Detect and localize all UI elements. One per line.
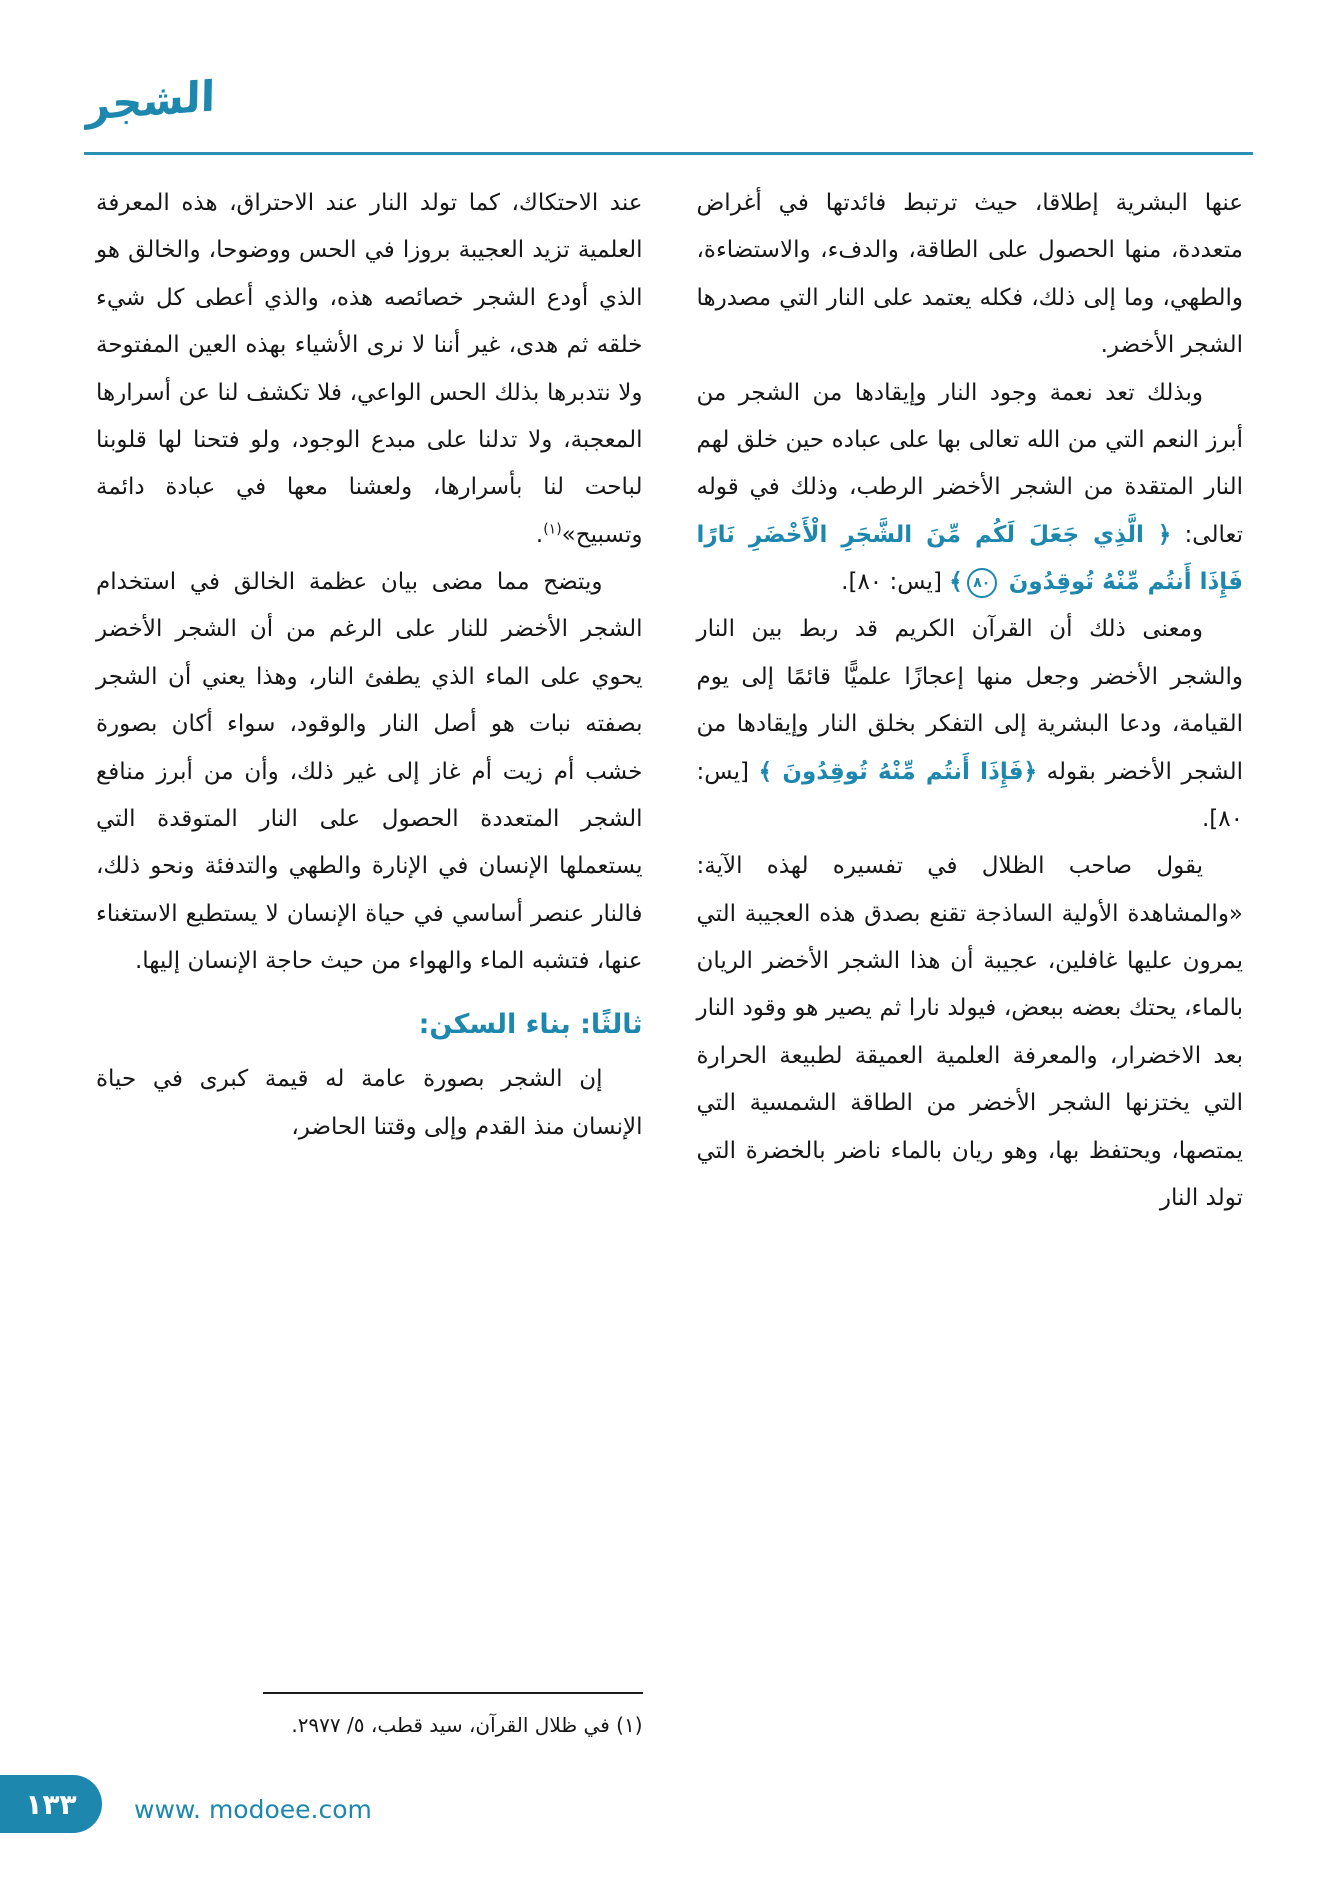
- footnote-marker: (١): [543, 520, 562, 537]
- chapter-title-calligraphy: الشجر: [85, 71, 216, 130]
- paragraph-left-3: [96, 1056, 643, 1151]
- footnote-rule: [263, 1692, 643, 1694]
- body-text: إن الشجر بصورة عامة له قيمة كبرى في حياة الإنسان منذ القدم وإلى وقتنا الحاضر،: [96, 1066, 643, 1140]
- paragraph-right-4: [697, 843, 1244, 1222]
- footnote-area: [96, 1682, 643, 1742]
- column-left: [96, 180, 643, 1742]
- body-text: عنها البشرية إطلاقا، حيث ترتبط فائدتها في أغراض متعددة، منها الحصول على الطاقة، والدفء، والاستضاءة، والطهي، وما إلى ذلك، فكله يعتمد على النار التي مصدرها الشجر الأخضر.: [696, 190, 1243, 359]
- two-column-text: [96, 180, 1243, 1742]
- body-text: وبذلك تعد نعمة وجود النار وإيقادها من الشجر من أبرز النعم التي من الله تعالى بها على عباده حين خلق لهم النار المتقدة من الشجر الأخضر الرطب، وذلك في قوله تعالى:: [696, 379, 1243, 548]
- paragraph-right-2: [697, 370, 1244, 607]
- body-text: عند الاحتكاك، كما تولد النار عند الاحتراق، هذه المعرفة العلمية تزيد العجيبة بروزا في الحس ووضوحا، والخالق هو الذي أودع الشجر خصائصه هذه، والذي أعطى كل شيء خلقه ثم هدى، غير أننا لا نرى الأشياء بهذه العين المفتوحة ولا نتدبرها بذلك الحس الواعي، فلا تكشف لنا عن أسرارها المعجبة، ولا تدلنا على مبدع الوجود، ولو فتحنا لها قلوبنا لباحت لنا بأسرارها، ولعشنا معها في عبادة دائمة وتسبيح»: [96, 190, 643, 548]
- column-right: [697, 180, 1244, 1742]
- section-heading: ثالثًا: بناء السكن:: [418, 1009, 643, 1041]
- page-number: ١٣٣: [25, 1787, 77, 1821]
- paragraph-right-3: [697, 606, 1244, 843]
- verse-reference: [يس: ٨٠].: [841, 569, 950, 595]
- paragraph-right-1: [697, 180, 1244, 370]
- website-url[interactable]: www. modoee.com: [134, 1795, 372, 1824]
- quran-bracket-close: ﴾: [949, 569, 963, 595]
- ayah-number-marker: ٨٠: [967, 568, 997, 598]
- paragraph-left-2: [96, 559, 643, 985]
- quran-verse: ﴿فَإِذَا أَنتُم مِّنْهُ تُوقِدُونَ ﴾: [758, 758, 1038, 785]
- body-text: .: [535, 521, 544, 548]
- verse-reference: [يس: ٨٠].: [696, 758, 1243, 832]
- body-text: ومعنى ذلك أن القرآن الكريم قد ربط بين النار والشجر الأخضر وجعل منها إعجازًا علميًّا قائمًا إلى يوم القيامة، ودعا البشرية إلى التفكر بخلق النار وإيقادها من الشجر الأخضر بقوله: [696, 616, 1243, 785]
- body-text: يقول صاحب الظلال في تفسيره لهذه الآية: «والمشاهدة الأولية الساذجة تقنع بصدق هذه العجيبة التي يمرون عليها غافلين، عجيبة أن هذا الشجر الأخضر الريان بالماء، يحتك بعضه ببعض، فيولد نارا ثم يصير هو وقود النار بعد الاخضرار، والمعرفة العلمية العميقة لطبيعة الحرارة التي يختزنها الشجر الأخضر من الطاقة الشمسية التي يمتصها، ويحتفظ بها، وهو ريان بالماء ناضر بالخضرة التي تولد النار: [696, 853, 1243, 1211]
- page-number-tab: [0, 1775, 102, 1833]
- header-rule: [84, 152, 1253, 155]
- body-text: ويتضح مما مضى بيان عظمة الخالق في استخدام الشجر الأخضر للنار على الرغم من أن الشجر الأخضر يحوي على الماء الذي يطفئ النار، وهذا يعني أن الشجر بصفته نبات هو أصل النار والوقود، سواء أكان بصورة خشب أم زيت أم غاز إلى غير ذلك، وأن من أبرز منافع الشجر المتعددة الحصول على النار المتوقدة التي يستعملها الإنسان في الإنارة والطهي والتدفئة ونحو ذلك، فالنار عنصر أساسي في حياة الإنسان لا يستطيع الاستغناء عنها، فتشبه الماء والهواء من حيث حاجة الإنسان إليها.: [96, 569, 643, 974]
- quran-verse: ﴿ الَّذِي جَعَلَ لَكُم مِّنَ الشَّجَرِ الْأَخْضَرِ نَارًا فَإِذَا أَنتُم مِّنْهُ تُوقِدُونَ: [696, 521, 1243, 595]
- paragraph-left-1: [96, 180, 643, 559]
- footnote-text: (١) في ظلال القرآن، سيد قطب، ٥/ ٢٩٧٧.: [291, 1713, 643, 1737]
